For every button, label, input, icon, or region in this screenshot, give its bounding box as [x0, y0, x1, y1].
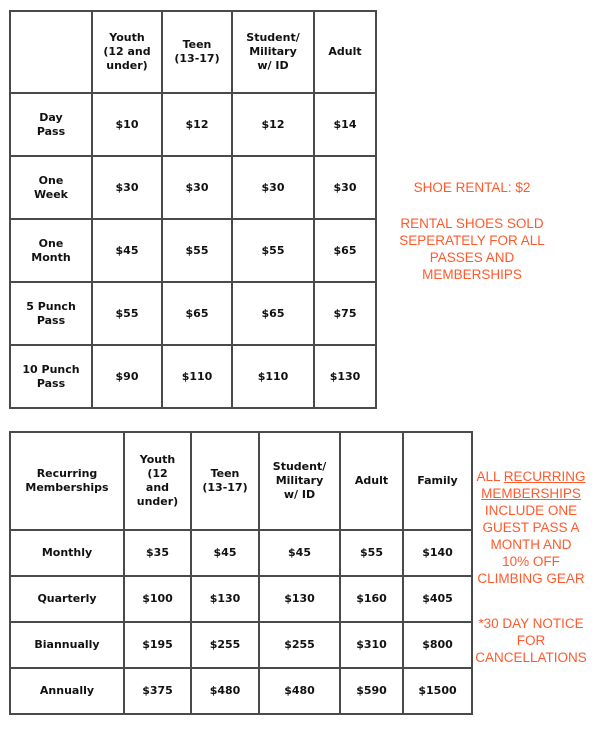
price-cell: $800: [403, 622, 472, 668]
row-label: One Week: [10, 156, 92, 219]
price-cell: $12: [162, 93, 232, 156]
passes-table: [9, 10, 377, 409]
memberships-header-youth: Youth (12 and under): [124, 432, 191, 530]
row-label: Quarterly: [10, 576, 124, 622]
memberships-header-row: [10, 432, 472, 530]
price-cell: $55: [232, 219, 314, 282]
price-cell: $65: [232, 282, 314, 345]
price-cell: $65: [314, 219, 376, 282]
price-cell: $110: [162, 345, 232, 408]
cancellation-note: *30 DAY NOTICE FOR CANCELLATIONS: [475, 616, 587, 665]
row-label: Monthly: [10, 530, 124, 576]
price-cell: $140: [403, 530, 472, 576]
price-cell: $1500: [403, 668, 472, 714]
table-row: [10, 345, 376, 408]
price-cell: $12: [232, 93, 314, 156]
passes-header-youth: Youth (12 and under): [92, 11, 162, 93]
price-cell: $255: [191, 622, 259, 668]
rental-shoes-note: RENTAL SHOES SOLD SEPERATELY FOR ALL PASSES AND MEMBERSHIPS: [399, 216, 545, 282]
price-cell: $55: [92, 282, 162, 345]
price-cell: $75: [314, 282, 376, 345]
price-cell: $130: [314, 345, 376, 408]
shoe-rental-note: SHOE RENTAL: $2: [413, 180, 531, 195]
price-cell: $100: [124, 576, 191, 622]
price-cell: $405: [403, 576, 472, 622]
price-cell: $65: [162, 282, 232, 345]
price-cell: $130: [259, 576, 340, 622]
price-cell: $30: [92, 156, 162, 219]
passes-header-student-military: Student/ Military w/ ID: [232, 11, 314, 93]
price-cell: $30: [162, 156, 232, 219]
memberships-table-body: [10, 432, 472, 714]
table-row: [10, 282, 376, 345]
price-cell: $130: [191, 576, 259, 622]
table-row: [10, 668, 472, 714]
price-cell: $590: [340, 668, 403, 714]
price-cell: $45: [259, 530, 340, 576]
row-label: One Month: [10, 219, 92, 282]
memberships-header-student-military: Student/ Military w/ ID: [259, 432, 340, 530]
table-row: [10, 576, 472, 622]
price-cell: $55: [340, 530, 403, 576]
memberships-table: [9, 431, 473, 715]
price-cell: $14: [314, 93, 376, 156]
table-row: [10, 219, 376, 282]
price-cell: $160: [340, 576, 403, 622]
memberships-header-recurring: Recurring Memberships: [10, 432, 124, 530]
price-cell: $45: [92, 219, 162, 282]
recurring-note-prefix: ALL: [476, 469, 504, 484]
price-cell: $255: [259, 622, 340, 668]
memberships-header-family: Family: [403, 432, 472, 530]
passes-header-row: [10, 11, 376, 93]
row-label: Day Pass: [10, 93, 92, 156]
price-cell: $45: [191, 530, 259, 576]
row-label: Biannually: [10, 622, 124, 668]
price-cell: $35: [124, 530, 191, 576]
row-label: 5 Punch Pass: [10, 282, 92, 345]
row-label: Annually: [10, 668, 124, 714]
memberships-header-adult: Adult: [340, 432, 403, 530]
price-cell: $90: [92, 345, 162, 408]
price-cell: $30: [232, 156, 314, 219]
memberships-header-teen: Teen (13-17): [191, 432, 259, 530]
table-row: [10, 622, 472, 668]
price-cell: $30: [314, 156, 376, 219]
passes-header-corner: [10, 11, 92, 93]
price-cell: $55: [162, 219, 232, 282]
passes-header-teen: Teen (13-17): [162, 11, 232, 93]
row-label: 10 Punch Pass: [10, 345, 92, 408]
price-cell: $310: [340, 622, 403, 668]
table-row: [10, 530, 472, 576]
table-row: [10, 93, 376, 156]
price-cell: $480: [191, 668, 259, 714]
price-cell: $110: [232, 345, 314, 408]
recurring-note-rest: INCLUDE ONE GUEST PASS A MONTH AND 10% OFF CLIMBING GEAR: [477, 503, 585, 586]
recurring-memberships-note: [472, 468, 590, 587]
recurring-note-underlined: RECURRING MEMBERSHIPS: [481, 469, 586, 501]
price-cell: $10: [92, 93, 162, 156]
passes-header-adult: Adult: [314, 11, 376, 93]
price-cell: $375: [124, 668, 191, 714]
price-cell: $480: [259, 668, 340, 714]
price-cell: $195: [124, 622, 191, 668]
table-row: [10, 156, 376, 219]
passes-table-body: [10, 11, 376, 408]
